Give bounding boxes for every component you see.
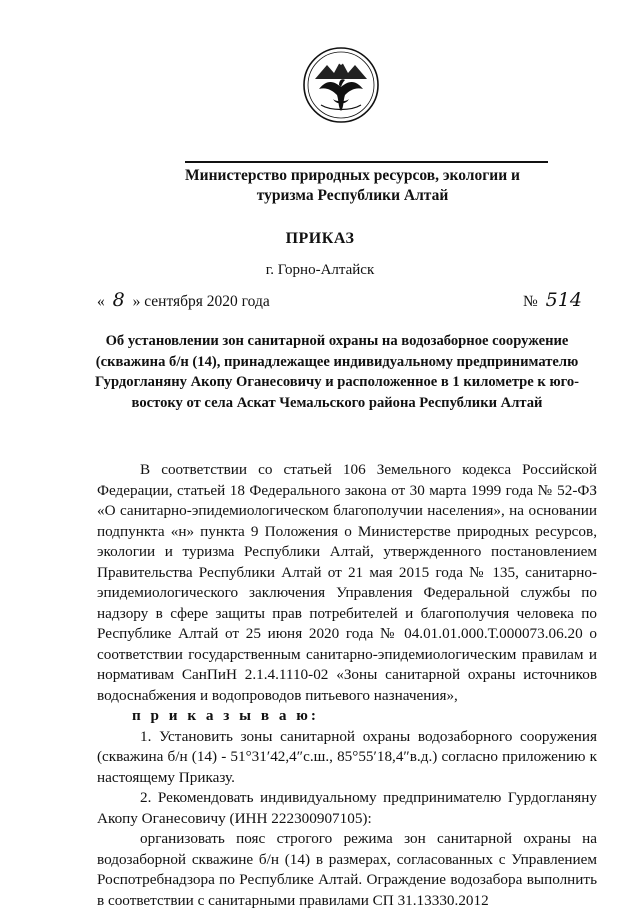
date-open-quote: « bbox=[97, 293, 105, 310]
prikazyvayu-heading: п р и к а з ы в а ю: bbox=[132, 707, 319, 724]
order-number bbox=[523, 289, 586, 311]
number-label: № bbox=[523, 293, 538, 310]
item-1: 1. Установить зоны санитарной охраны водозаборного сооружения (скважина б/н (14) - 51°31′42,4″с.ш., 85°55′18,4″в.д.) согласно приложению к настоящему Приказу. bbox=[97, 727, 597, 786]
number-value-handwritten: 514 bbox=[545, 289, 582, 311]
ministry-name: Министерство природных ресурсов, экологии и туризма Республики Алтай bbox=[185, 167, 520, 204]
item-2: 2. Рекомендовать индивидуальному предпринимателю Гурдогланяну Акопу Оганесовичу (ИНН 222300907105): bbox=[97, 789, 597, 827]
date-rest: » сентября 2020 года bbox=[132, 293, 270, 310]
order-date bbox=[97, 289, 270, 311]
date-day-handwritten: 8 bbox=[112, 289, 125, 311]
republic-altai-emblem-icon bbox=[301, 45, 381, 125]
preamble-paragraph: В соответствии со статьей 106 Земельного кодекса Российской Федерации, статьей 18 Федерального закона от 30 марта 1999 года № 52-ФЗ «О санитарно-эпидемиологическом благополучии населения», на основании подпункта «н» пункта 9 Положения о Министерстве природных ресурсов, экологии и туризма Республики Алтай, утвержденного постановлением Правительства Республики Алтай от 21 мая 2015 года № 135, санитарно-эпидемиологического заключения Управления Федеральной службы по надзору в сфере защиты прав потребителей и благополучия человека по Республике Алтай от 25 июня 2020 года № 04.01.01.000.Т.000073.06.20 о соответствии государственным санитарно-эпидемиологическим правилам и нормативам СанПиН 2.1.4.1110-02 «Зоны санитарной охраны источников водоснабжения и водопроводов питьевого назначения», bbox=[97, 461, 597, 704]
city: г. Горно-Алтайск bbox=[265, 262, 375, 278]
order-title: ПРИКАЗ bbox=[285, 230, 355, 247]
order-subject: Об установлении зон санитарной охраны на водозаборное сооружение (скважина б/н (14), принадлежащее индивидуальному предпринимателю Гурдогланяну Акопу Оганесовичу и расположенное в 1 километре к юго-востоку от села Аскат Чемальского района Республики Алтай bbox=[94, 333, 580, 411]
order-body bbox=[97, 460, 597, 911]
header-rule bbox=[185, 161, 548, 163]
item-2-text: организовать пояс строгого режима зон санитарной охраны на водозаборной скважине б/н (14) в размерах, согласованных с Управлением Роспотребнадзора по Республике Алтай. Ограждение водозабора выполнить в соответствии с санитарными правилами СП 31.13330.2012 bbox=[97, 830, 597, 909]
